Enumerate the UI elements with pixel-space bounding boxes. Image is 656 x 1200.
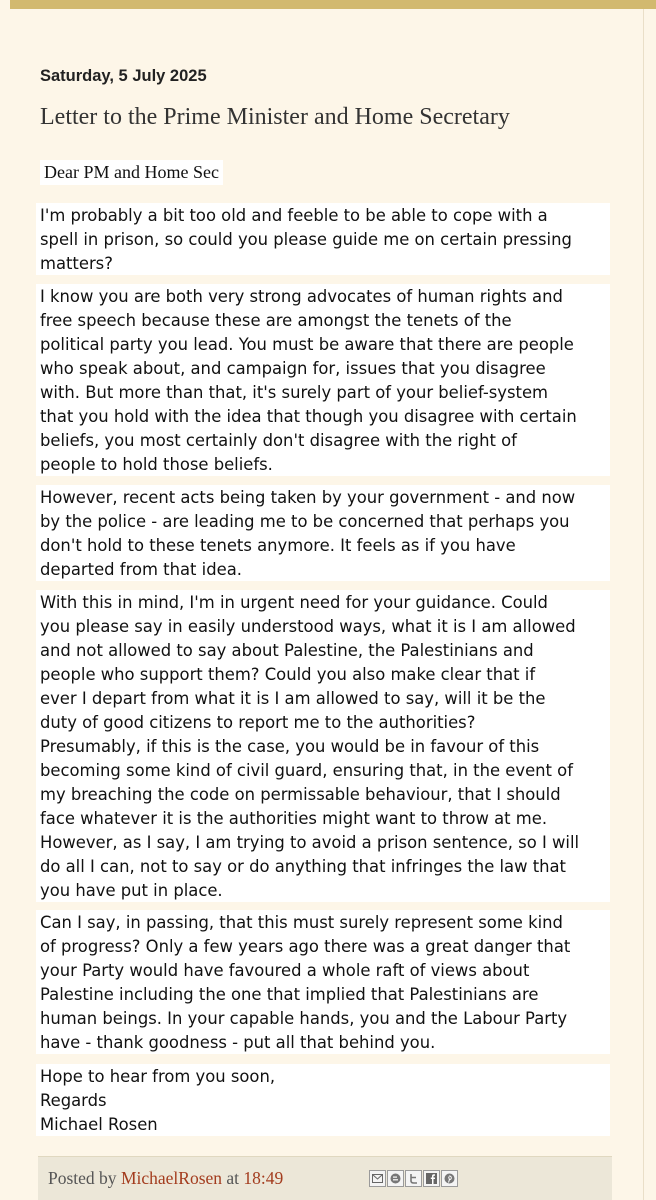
paragraph: However, recent acts being taken by your government - and now by the police - are leading me to be concerned that perhaps you don't hold to these tenets anymore. It feels as if you have departed from that idea. xyxy=(36,485,610,581)
paragraph: I know you are both very strong advocates of human rights and free speech because these are amongst the tenets of the political party you lead. You must be aware that there are people who speak about, and campaign for, issues that you disagree with. But more than that, it's surely part of your belief-system that you hold with the idea that though you disagree with certain beliefs, you most certainly don't disagree with the right of people to hold those beliefs. xyxy=(36,284,610,476)
post-byline xyxy=(48,1168,283,1189)
date-header: Saturday, 5 July 2025 xyxy=(40,67,207,85)
post-time-link[interactable]: 18:49 xyxy=(243,1168,284,1188)
sidebar-edge xyxy=(643,9,656,1200)
paragraph: With this in mind, I'm in urgent need for your guidance. Could you please say in easily understood ways, what it is I am allowed and not allowed to say about Palestine, the Palestinians and people who support them? Could you also make clear that if ever I depart from what it is I am allowed to say, will it be the duty of good citizens to report me to the authorities? Presumably, if this is the case, you would be in favour of this becoming some kind of civil guard, ensuring that, in the event of my breaching the code on permissable behaviour, that I should face whatever it is the authorities might want to throw at me. However, as I say, I am trying to avoid a prison sentence, so I will do all I can, not to say or do anything that infringes the law that you have put in place. xyxy=(36,590,610,902)
header-bar xyxy=(10,0,656,9)
sign-off: Hope to hear from you soon, Regards Michael Rosen xyxy=(36,1064,610,1136)
paragraph: Can I say, in passing, that this must surely represent some kind of progress? Only a few years ago there was a great danger that your Party would have favoured a whole raft of views about Palestine including the one that implied that Palestinians are human beings. In your capable hands, you and the Labour Party have - thank goodness - put all that behind you. xyxy=(36,910,610,1054)
post-footer xyxy=(38,1156,612,1200)
author-link[interactable]: MichaelRosen xyxy=(120,1168,223,1188)
post-title[interactable]: Letter to the Prime Minister and Home Secretary xyxy=(40,104,510,130)
salutation: Dear PM and Home Sec xyxy=(40,160,223,185)
at-label: at xyxy=(226,1168,240,1188)
email-icon[interactable] xyxy=(369,1170,386,1187)
facebook-icon[interactable] xyxy=(423,1170,440,1187)
paragraph: I'm probably a bit too old and feeble to be able to cope with a spell in prison, so could you please guide me on certain pressing matters? xyxy=(36,203,610,275)
posted-by-label: Posted by xyxy=(48,1168,117,1188)
share-buttons xyxy=(369,1170,458,1187)
twitter-icon[interactable] xyxy=(405,1170,422,1187)
pinterest-icon[interactable] xyxy=(441,1170,458,1187)
blogger-icon[interactable] xyxy=(387,1170,404,1187)
